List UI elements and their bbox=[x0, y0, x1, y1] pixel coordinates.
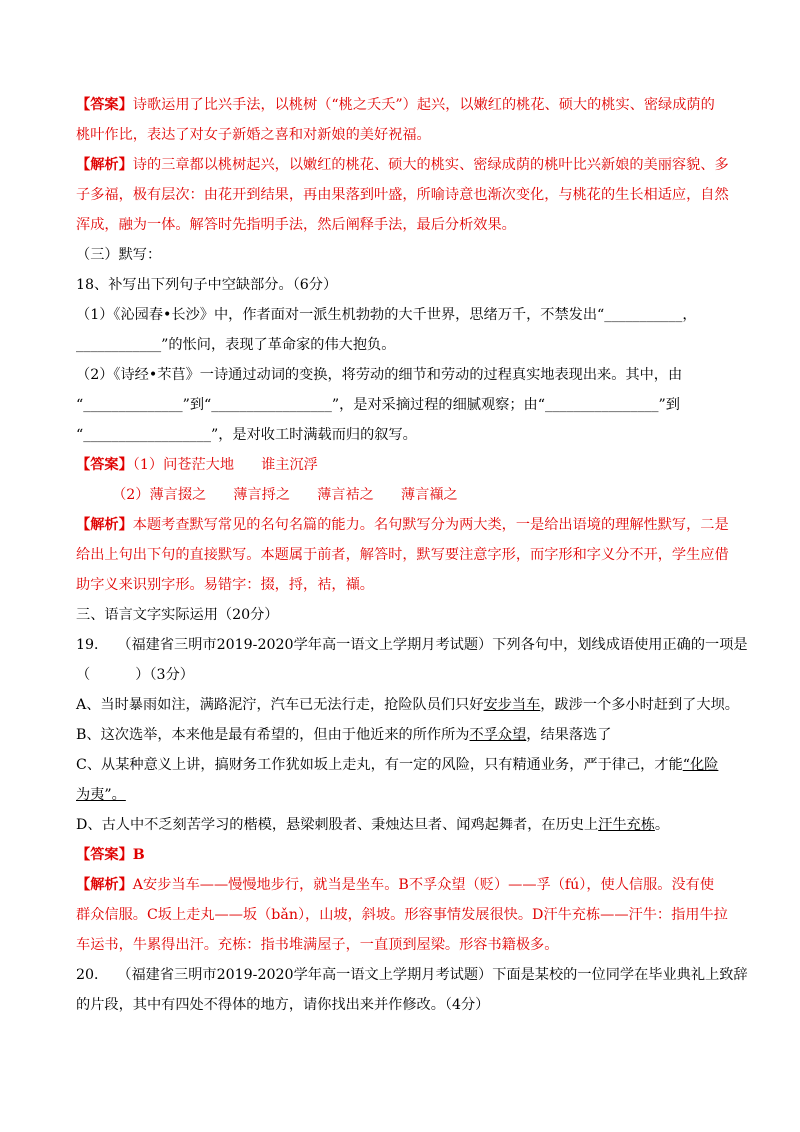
document-body bbox=[76, 90, 748, 1020]
answer-tag: 【答案】 bbox=[76, 457, 133, 473]
option-d: D、古人中不乏刻苦学习的楷模，悬梁刺股者、秉烛达旦者、闻鸡起舞者，在历史上汗牛充栋。 bbox=[76, 817, 670, 833]
question-20-stem-cont: 的片段，其中有四处不得体的地方，请你找出来并作修改。（4分） bbox=[76, 997, 490, 1013]
analysis-text: 本题考查默写常见的名句名篇的能力。名句默写分为两大类，一是给出语境的理解性默写，二是 bbox=[132, 517, 729, 533]
question-18-item-1: （1）《沁园春•长沙》中，作者面对一派生机勃勃的大千世界，思绪万千，不禁发出“___________， bbox=[76, 307, 697, 323]
answer-line bbox=[76, 450, 728, 480]
section-heading: （三）默写： bbox=[76, 247, 162, 263]
analysis-line bbox=[76, 510, 728, 540]
question-18-stem: 18、补写出下列句子中空缺部分。（6分） bbox=[76, 277, 338, 293]
analysis-tag: 【解析】 bbox=[76, 517, 133, 533]
question-18-item-2-cont: “______________”到“_________________”，是对采摘过程的细腻观察；由“________________”到 bbox=[76, 397, 680, 413]
analysis-text: A安步当车——慢慢地步行，就当是坐车。B不孚众望（贬）——孚（fú），使人信服。没有使 bbox=[132, 877, 715, 893]
option-b: B、这次选举，本来他是最有希望的，但由于他近来的所作所为不孚众望，结果落选了 bbox=[76, 727, 612, 743]
analysis-text-cont: 给出上句出下句的直接默写。本题属于前者，解答时，默写要注意字形，而字形和字义分不开，学生应借 bbox=[76, 547, 729, 563]
analysis-tag: 【解析】 bbox=[76, 877, 133, 893]
analysis-text-cont: 群众信服。C坂上走丸——坂（bǎn），山坡，斜坡。形容事情发展很快。D汗牛充栋——汗牛：指用牛拉 bbox=[76, 907, 728, 923]
analysis-tag: 【解析】 bbox=[76, 157, 133, 173]
underlined-idiom: 安步当车 bbox=[483, 697, 541, 713]
option-c: C、从某种意义上讲，搞财务工作犹如坂上走丸，有一定的风险，只有精通业务，严于律己，才能“化险 bbox=[76, 757, 719, 773]
analysis-text-cont: 车运书，牛累得出汗。充栋：指书堆满屋子，一直顶到屋梁。形容书籍极多。 bbox=[76, 937, 559, 953]
analysis-text-cont: 助字义来识别字形。易错字：掇，捋，袺，襭。 bbox=[76, 577, 374, 593]
underlined-idiom: 不孚众望 bbox=[469, 727, 527, 743]
option-c-cont bbox=[76, 780, 728, 810]
answer-text-cont: 桃叶作比，表达了对女子新婚之喜和对新娘的美好祝福。 bbox=[76, 127, 431, 143]
option-a: A、当时暴雨如注，满路泥泞，汽车已无法行走，抢险队员们只好安步当车，跋涉一个多小时赶到了大坝。 bbox=[76, 697, 739, 713]
underlined-idiom: 汗牛充栋 bbox=[598, 817, 655, 833]
question-18-item-2-cont: “__________________”，是对收工时满载而归的叙写。 bbox=[76, 427, 417, 443]
answer-line bbox=[76, 90, 728, 120]
analysis-line bbox=[76, 150, 728, 180]
analysis-text-cont: 子多福，极有层次：由花开到结果，再由果落到叶盛，所喻诗意也渐次变化，与桃花的生长相适应，自然 bbox=[76, 187, 729, 203]
question-19-stem-cont: （ ）（3分） bbox=[76, 667, 194, 683]
answer-text: （1）问苍茫大地 谁主沉浮 bbox=[132, 457, 318, 473]
answer-text: B bbox=[132, 847, 145, 863]
answer-tag: 【答案】 bbox=[76, 97, 133, 113]
answer-tag: 【答案】 bbox=[76, 847, 133, 863]
analysis-line bbox=[76, 870, 728, 900]
question-18-item-2: （2）《诗经•芣苢》一诗通过动词的变换，将劳动的细节和劳动的过程真实地表现出来。其中，由 bbox=[76, 367, 683, 383]
question-19-stem: 19． （福建省三明市2019-2020学年高一语文上学期月考试题）下列各句中，划线成语使用正确的一项是 bbox=[76, 637, 748, 653]
analysis-text-cont: 浑成，融为一体。解答时先指明手法，然后阐释手法，最后分析效果。 bbox=[76, 217, 516, 233]
question-20-stem: 20． （福建省三明市2019-2020学年高一语文上学期月考试题）下面是某校的一位同学在毕业典礼上致辞 bbox=[76, 967, 748, 983]
section-heading: 三、语言文字实际运用（20分） bbox=[76, 607, 279, 623]
question-18-item-1-cont: ____________”的怅问，表现了革命家的伟大抱负。 bbox=[76, 337, 396, 353]
answer-line bbox=[76, 840, 728, 870]
analysis-text: 诗的三章都以桃树起兴，以嫩红的桃花、硕大的桃实、密绿成荫的桃叶比兴新娘的美丽容貌、多 bbox=[132, 157, 729, 173]
answer-text-cont: （2）薄言掇之 薄言捋之 薄言袺之 薄言襭之 bbox=[76, 487, 458, 503]
underlined-idiom: 为夷”。 bbox=[76, 787, 126, 803]
underlined-idiom: “化险 bbox=[682, 757, 719, 773]
answer-text: 诗歌运用了比兴手法，以桃树（“桃之夭夭”）起兴，以嫩红的桃花、硕大的桃实、密绿成荫的 bbox=[132, 97, 715, 113]
